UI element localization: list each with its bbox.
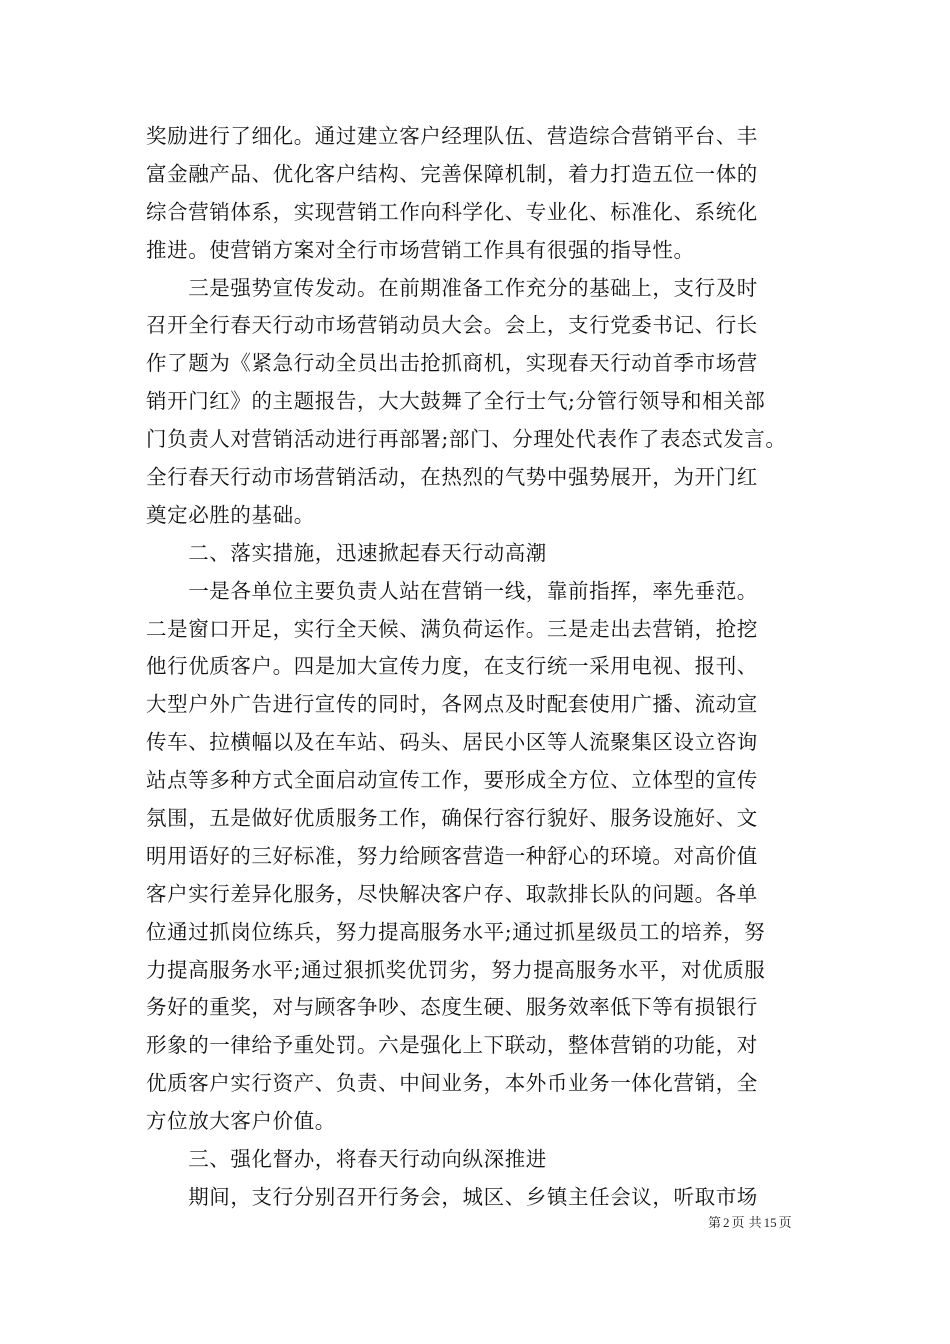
- footer-suffix: 页: [778, 1216, 792, 1231]
- text-line: 二、落实措施，迅速掀起春天行动高潮: [146, 540, 547, 565]
- text-line: 奠定必胜的基础。: [146, 502, 315, 527]
- text-line: 务好的重奖，对与顾客争吵、态度生硬、服务效率低下等有损银行: [146, 995, 758, 1020]
- text-line: 站点等多种方式全面启动宣传工作，要形成全方位、立体型的宣传: [146, 768, 758, 793]
- text-line: 三、强化督办，将春天行动向纵深推进: [146, 1147, 547, 1172]
- text-line: 优质客户实行资产、负责、中间业务，本外币业务一体化营销，全: [146, 1071, 758, 1096]
- text-line: 销开门红》的主题报告，大大鼓舞了全行士气;分管行领导和相关部: [146, 389, 766, 414]
- body-text: [146, 118, 811, 1217]
- text-line: 氛围，五是做好优质服务工作，确保行容行貌好、服务设施好、文: [146, 806, 758, 831]
- current-page-number: 2: [723, 1215, 730, 1230]
- text-line: 大型户外广告进行宣传的同时，各网点及时配套使用广播、流动宣: [146, 692, 758, 717]
- text-line: 形象的一律给予重处罚。六是强化上下联动，整体营销的功能，对: [146, 1033, 758, 1058]
- text-line: 二是窗口开足，实行全天候、满负荷运作。三是走出去营销，抢挖: [146, 616, 758, 641]
- text-line: 他行优质客户。四是加大宣传力度，在支行统一采用电视、报刊、: [146, 654, 758, 679]
- footer-middle: 页 共: [731, 1216, 762, 1231]
- text-line: 力提高服务水平;通过狠抓奖优罚劣，努力提高服务水平，对优质服: [146, 957, 766, 982]
- text-line: 方位放大客户价值。: [146, 1109, 336, 1134]
- text-line: 门负责人对营销活动进行再部署;部门、分理处代表作了表态式发言。: [146, 427, 787, 452]
- page-footer: [708, 1212, 792, 1231]
- text-line: 推进。使营销方案对全行市场营销工作具有很强的指导性。: [146, 237, 695, 262]
- text-line: 综合营销体系，实现营销工作向科学化、专业化、标准化、系统化: [146, 199, 758, 224]
- text-line: 客户实行差异化服务，尽快解决客户存、取款排长队的问题。各单: [146, 881, 758, 906]
- text-line: 三是强势宣传发动。在前期准备工作充分的基础上，支行及时: [146, 275, 758, 300]
- text-line: 富金融产品、优化客户结构、完善保障机制，着力打造五位一体的: [146, 161, 758, 186]
- text-line: 召开全行春天行动市场营销动员大会。会上，支行党委书记、行长: [146, 313, 758, 338]
- text-line: 期间，支行分别召开行务会，城区、乡镇主任会议，听取市场: [146, 1184, 758, 1209]
- text-line: 奖励进行了细化。通过建立客户经理队伍、营造综合营销平台、丰: [146, 124, 758, 148]
- text-line: 全行春天行动市场营销活动，在热烈的气势中强势展开，为开门红: [146, 465, 758, 490]
- text-line: 位通过抓岗位练兵，努力提高服务水平;通过抓星级员工的培养，努: [146, 919, 766, 944]
- footer-prefix: 第: [708, 1216, 722, 1231]
- text-line: 一是各单位主要负责人站在营销一线，靠前指挥，率先垂范。: [146, 578, 758, 603]
- total-page-count: 15: [763, 1215, 777, 1230]
- text-line: 明用语好的三好标准，努力给顾客营造一种舒心的环境。对高价值: [146, 843, 758, 868]
- text-line: 作了题为《紧急行动全员出击抢抓商机，实现春天行动首季市场营: [146, 351, 758, 376]
- text-line: 传车、拉横幅以及在车站、码头、居民小区等人流聚集区设立咨询: [146, 730, 758, 755]
